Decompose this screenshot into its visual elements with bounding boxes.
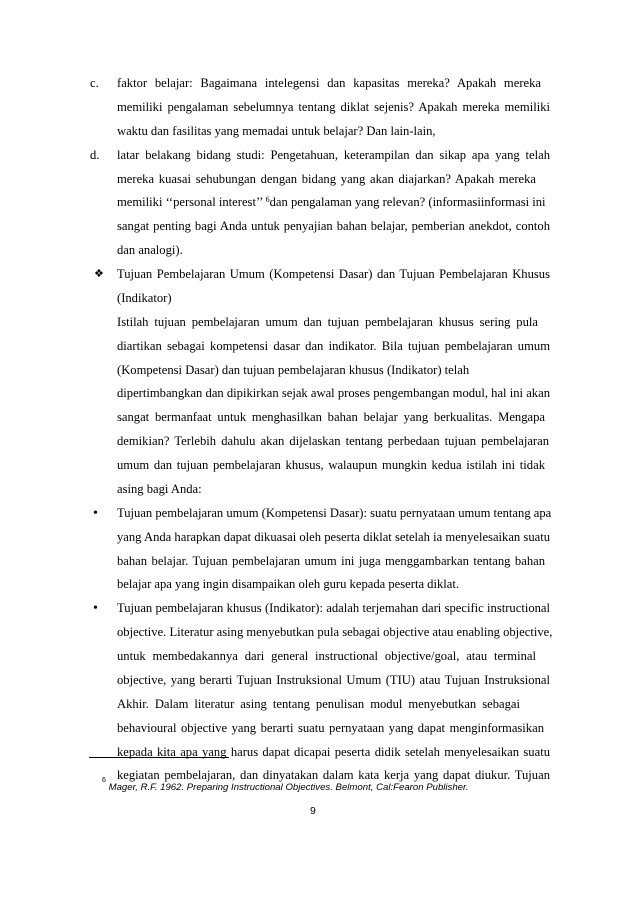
item-c-line-3: waktu dan fasilitas yang memadai untuk belajar? Dan lain-lain, [117, 124, 436, 138]
bullet-2-line-3: untuk membedakannya dari general instructional objective/goal, atau terminal [117, 649, 536, 663]
bullet-2-line-6: behavioural objective yang berarti suatu pernyataan yang dapat menginformasikan [117, 721, 544, 735]
bullet-2-line-5: Akhir. Dalam literatur asing tentang penulisan modul menyebutkan sebagai [117, 697, 520, 711]
list-marker-d: d. [90, 148, 100, 162]
item-d-line-2: mereka kuasai sehubungan dengan bidang yang akan diajarkan? Apakah mereka [117, 172, 536, 186]
paragraph-line-6: demikian? Terlebih dahulu akan dijelaskan tentang perbedaan tujuan pembelajaran [117, 434, 549, 448]
bullet-2-line-7: kepada kita apa yang harus dapat dicapai peserta didik setelah menyelesaikan suatu [117, 745, 550, 759]
bullet-icon: • [93, 506, 98, 521]
bullet-1-line-2: yang Anda harapkan dapat dikuasai oleh peserta diklat setelah ia menyelesaikan suatu [117, 530, 550, 544]
paragraph-line-7: umum dan tujuan pembelajaran khusus, walaupun mungkin kedua istilah ini tidak [117, 458, 545, 472]
item-d-line-3b: dan pengalaman yang relevan? (informasiinformasi ini [269, 195, 546, 209]
item-d-line-1: latar belakang bidang studi: Pengetahuan, keterampilan dan sikap apa yang telah [117, 148, 550, 162]
footnote-number: 6 [102, 777, 106, 784]
paragraph-line-5: sangat bermanfaat untuk menghasilkan bahan belajar yang berkualitas. Mengapa [117, 410, 545, 424]
bullet-1-line-1: Tujuan pembelajaran umum (Kompetensi Dasar): suatu pernyataan umum tentang apa [117, 506, 552, 520]
paragraph-line-1: Istilah tujuan pembelajaran umum dan tujuan pembelajaran khusus sering pula [117, 315, 538, 329]
bullet-2-line-2: objective. Literatur asing menyebutkan pula sebagai objective atau enabling objective, [117, 625, 553, 639]
page-number: 9 [310, 805, 316, 817]
item-d-line-3 [117, 195, 550, 210]
item-d-line-4: sangat penting bagi Anda untuk penyajian bahan belajar, pemberian anekdot, contoh [117, 219, 550, 233]
item-c-line-2: memiliki pengalaman sebelumnya tentang diklat sejenis? Apakah mereka memiliki [117, 100, 550, 114]
section-heading-line-1: Tujuan Pembelajaran Umum (Kompetensi Dasar) dan Tujuan Pembelajaran Khusus [117, 267, 550, 281]
paragraph-line-8: asing bagi Anda: [117, 482, 202, 496]
paragraph-line-2: diartikan sebagai kompetensi dasar dan indikator. Bila tujuan pembelajaran umum [117, 339, 550, 353]
item-d-line-3a: memiliki ‘‘personal interest’’ [117, 195, 266, 209]
item-c-line-1: faktor belajar: Bagaimana intelegensi dan kapasitas mereka? Apakah mereka [117, 76, 541, 90]
footnote-text: Mager, R.F. 1962. Preparing Instructional Objectives. Belmont, Cal:Fearon Publisher. [105, 782, 469, 794]
footnote-separator [89, 757, 229, 758]
bullet-2-line-4: objective, yang berarti Tujuan Instruksional Umum (TIU) atau Tujuan Instruksional [117, 673, 550, 687]
bullet-2-line-1: Tujuan pembelajaran khusus (Indikator): adalah terjemahan dari specific instructional [117, 601, 550, 615]
item-d-line-5: dan analogi). [117, 243, 183, 257]
bullet-1-line-3: bahan belajar. Tujuan pembelajaran umum ini juga menggambarkan tentang bahan [117, 554, 545, 568]
section-heading-line-2: (Indikator) [117, 291, 172, 305]
bullet-2-line-8: kegiatan pembelajaran, dan dinyatakan dalam kata kerja yang dapat diukur. Tujuan [117, 768, 550, 782]
bullet-icon: • [93, 601, 98, 616]
diamond-bullet-icon: ❖ [94, 268, 104, 280]
footnote [102, 779, 469, 794]
list-marker-c: c. [90, 76, 99, 90]
paragraph-line-4: dipertimbangkan dan dipikirkan sejak awal proses pengembangan modul, hal ini akan [117, 386, 550, 400]
footnote-reference: 6 [265, 195, 270, 204]
paragraph-line-3: (Kompetensi Dasar) dan tujuan pembelajaran khusus (Indikator) telah [117, 363, 470, 377]
bullet-1-line-4: belajar apa yang ingin disampaikan oleh guru kepada peserta diklat. [117, 577, 460, 591]
